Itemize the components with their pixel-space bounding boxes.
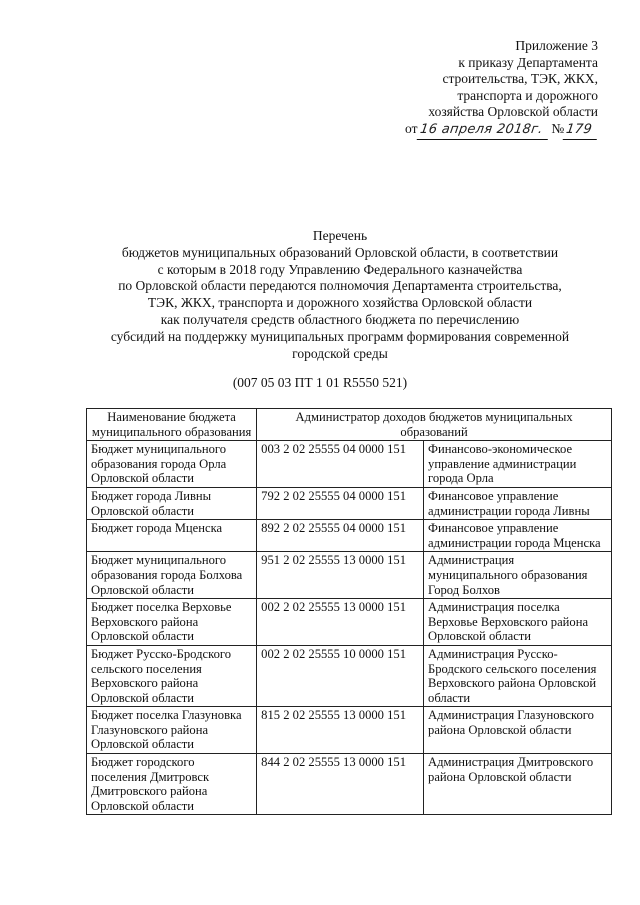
revenue-code-cell: 003 2 02 25555 04 0000 151 bbox=[257, 441, 424, 488]
title-line: как получателя средств областного бюджета по перечислению bbox=[160, 311, 520, 327]
budget-name-cell: Бюджет муниципального образования города Болхова Орловской области bbox=[87, 552, 257, 599]
appendix-line: Приложение 3 bbox=[515, 38, 598, 53]
budget-name-cell: Бюджет Русско-Бродского сельского поселения Верховского района Орловской области bbox=[87, 645, 257, 706]
table-row bbox=[87, 487, 612, 519]
header-revenue-administrator: Администратор доходов бюджетов муниципальных образований bbox=[257, 409, 612, 441]
table-row bbox=[87, 552, 612, 599]
appendix-line: транспорта и дорожного bbox=[457, 87, 598, 103]
table-header-row bbox=[87, 409, 612, 441]
title-line: по Орловской области передаются полномочия Департамента строительства, bbox=[118, 278, 562, 294]
budget-name-cell: Бюджет поселка Глазуновка Глазуновского района Орловской области bbox=[87, 707, 257, 754]
revenue-code-cell: 815 2 02 25555 13 0000 151 bbox=[257, 707, 424, 754]
table-row bbox=[87, 520, 612, 552]
table-row bbox=[87, 599, 612, 646]
budget-name-cell: Бюджет города Ливны Орловской области bbox=[87, 487, 257, 519]
administrator-cell: Администрация Русско-Бродского сельского поселения Верховского района Орловской области bbox=[424, 645, 612, 706]
revenue-code-cell: 844 2 02 25555 13 0000 151 bbox=[257, 754, 424, 815]
revenue-code-cell: 792 2 02 25555 04 0000 151 bbox=[257, 487, 424, 519]
administrator-cell: Финансовое управление администрации города Мценска bbox=[424, 520, 612, 552]
appendix-line: хозяйства Орловской области bbox=[428, 104, 598, 119]
appendix-block bbox=[405, 38, 598, 139]
budget-name-cell: Бюджет поселка Верховье Верховского района Орловской области bbox=[87, 599, 257, 646]
title-line: городской среды bbox=[292, 345, 388, 361]
table-row bbox=[87, 707, 612, 754]
administrator-cell: Финансовое управление администрации города Ливны bbox=[424, 487, 612, 519]
budget-name-cell: Бюджет муниципального образования города Орла Орловской области bbox=[87, 441, 257, 488]
administrator-cell: Администрация Глазуновского района Орловской области bbox=[424, 707, 612, 754]
date-prefix: от bbox=[405, 120, 418, 136]
number-prefix: № bbox=[551, 120, 565, 136]
table-row bbox=[87, 754, 612, 815]
appendix-line: строительства, ТЭК, ЖКХ, bbox=[442, 71, 598, 86]
revenue-code-cell: 892 2 02 25555 04 0000 151 bbox=[257, 520, 424, 552]
title-line: с которым в 2018 году Управлению Федерального казначейства bbox=[157, 261, 523, 277]
administrator-cell: Администрация поселка Верховье Верховского района Орловской области bbox=[424, 599, 612, 646]
budget-classification-code: (007 05 03 ПТ 1 01 R5550 521) bbox=[232, 375, 408, 390]
administrator-cell: Финансово-экономическое управление администрации города Орла bbox=[424, 441, 612, 488]
handwritten-number: 179 bbox=[563, 122, 599, 140]
table-row bbox=[87, 441, 612, 488]
order-date-line bbox=[405, 121, 598, 140]
administrator-cell: Администрация Дмитровского района Орловской области bbox=[424, 754, 612, 815]
title-line: ТЭК, ЖКХ, транспорта и дорожного хозяйства Орловской области bbox=[147, 295, 533, 311]
revenue-code-cell: 951 2 02 25555 13 0000 151 bbox=[257, 552, 424, 599]
table-row bbox=[87, 645, 612, 706]
budgets-table bbox=[86, 408, 612, 815]
document-title bbox=[80, 228, 600, 362]
header-budget-name: Наименование бюджета муниципального образования bbox=[87, 409, 257, 441]
handwritten-date: 16 апреля 2018г. bbox=[416, 122, 549, 140]
administrator-cell: Администрация муниципального образования Город Болхов bbox=[424, 552, 612, 599]
revenue-code-cell: 002 2 02 25555 13 0000 151 bbox=[257, 599, 424, 646]
title-line: субсидий на поддержку муниципальных программ формирования современной bbox=[110, 328, 570, 344]
budget-name-cell: Бюджет городского поселения Дмитровск Дмитровского района Орловской области bbox=[87, 754, 257, 815]
title-heading: Перечень bbox=[312, 228, 368, 243]
appendix-line: к приказу Департамента bbox=[458, 54, 598, 70]
revenue-code-cell: 002 2 02 25555 10 0000 151 bbox=[257, 645, 424, 706]
budget-name-cell: Бюджет города Мценска bbox=[87, 520, 257, 552]
title-line: бюджетов муниципальных образований Орловской области, в соответствии bbox=[121, 244, 559, 260]
